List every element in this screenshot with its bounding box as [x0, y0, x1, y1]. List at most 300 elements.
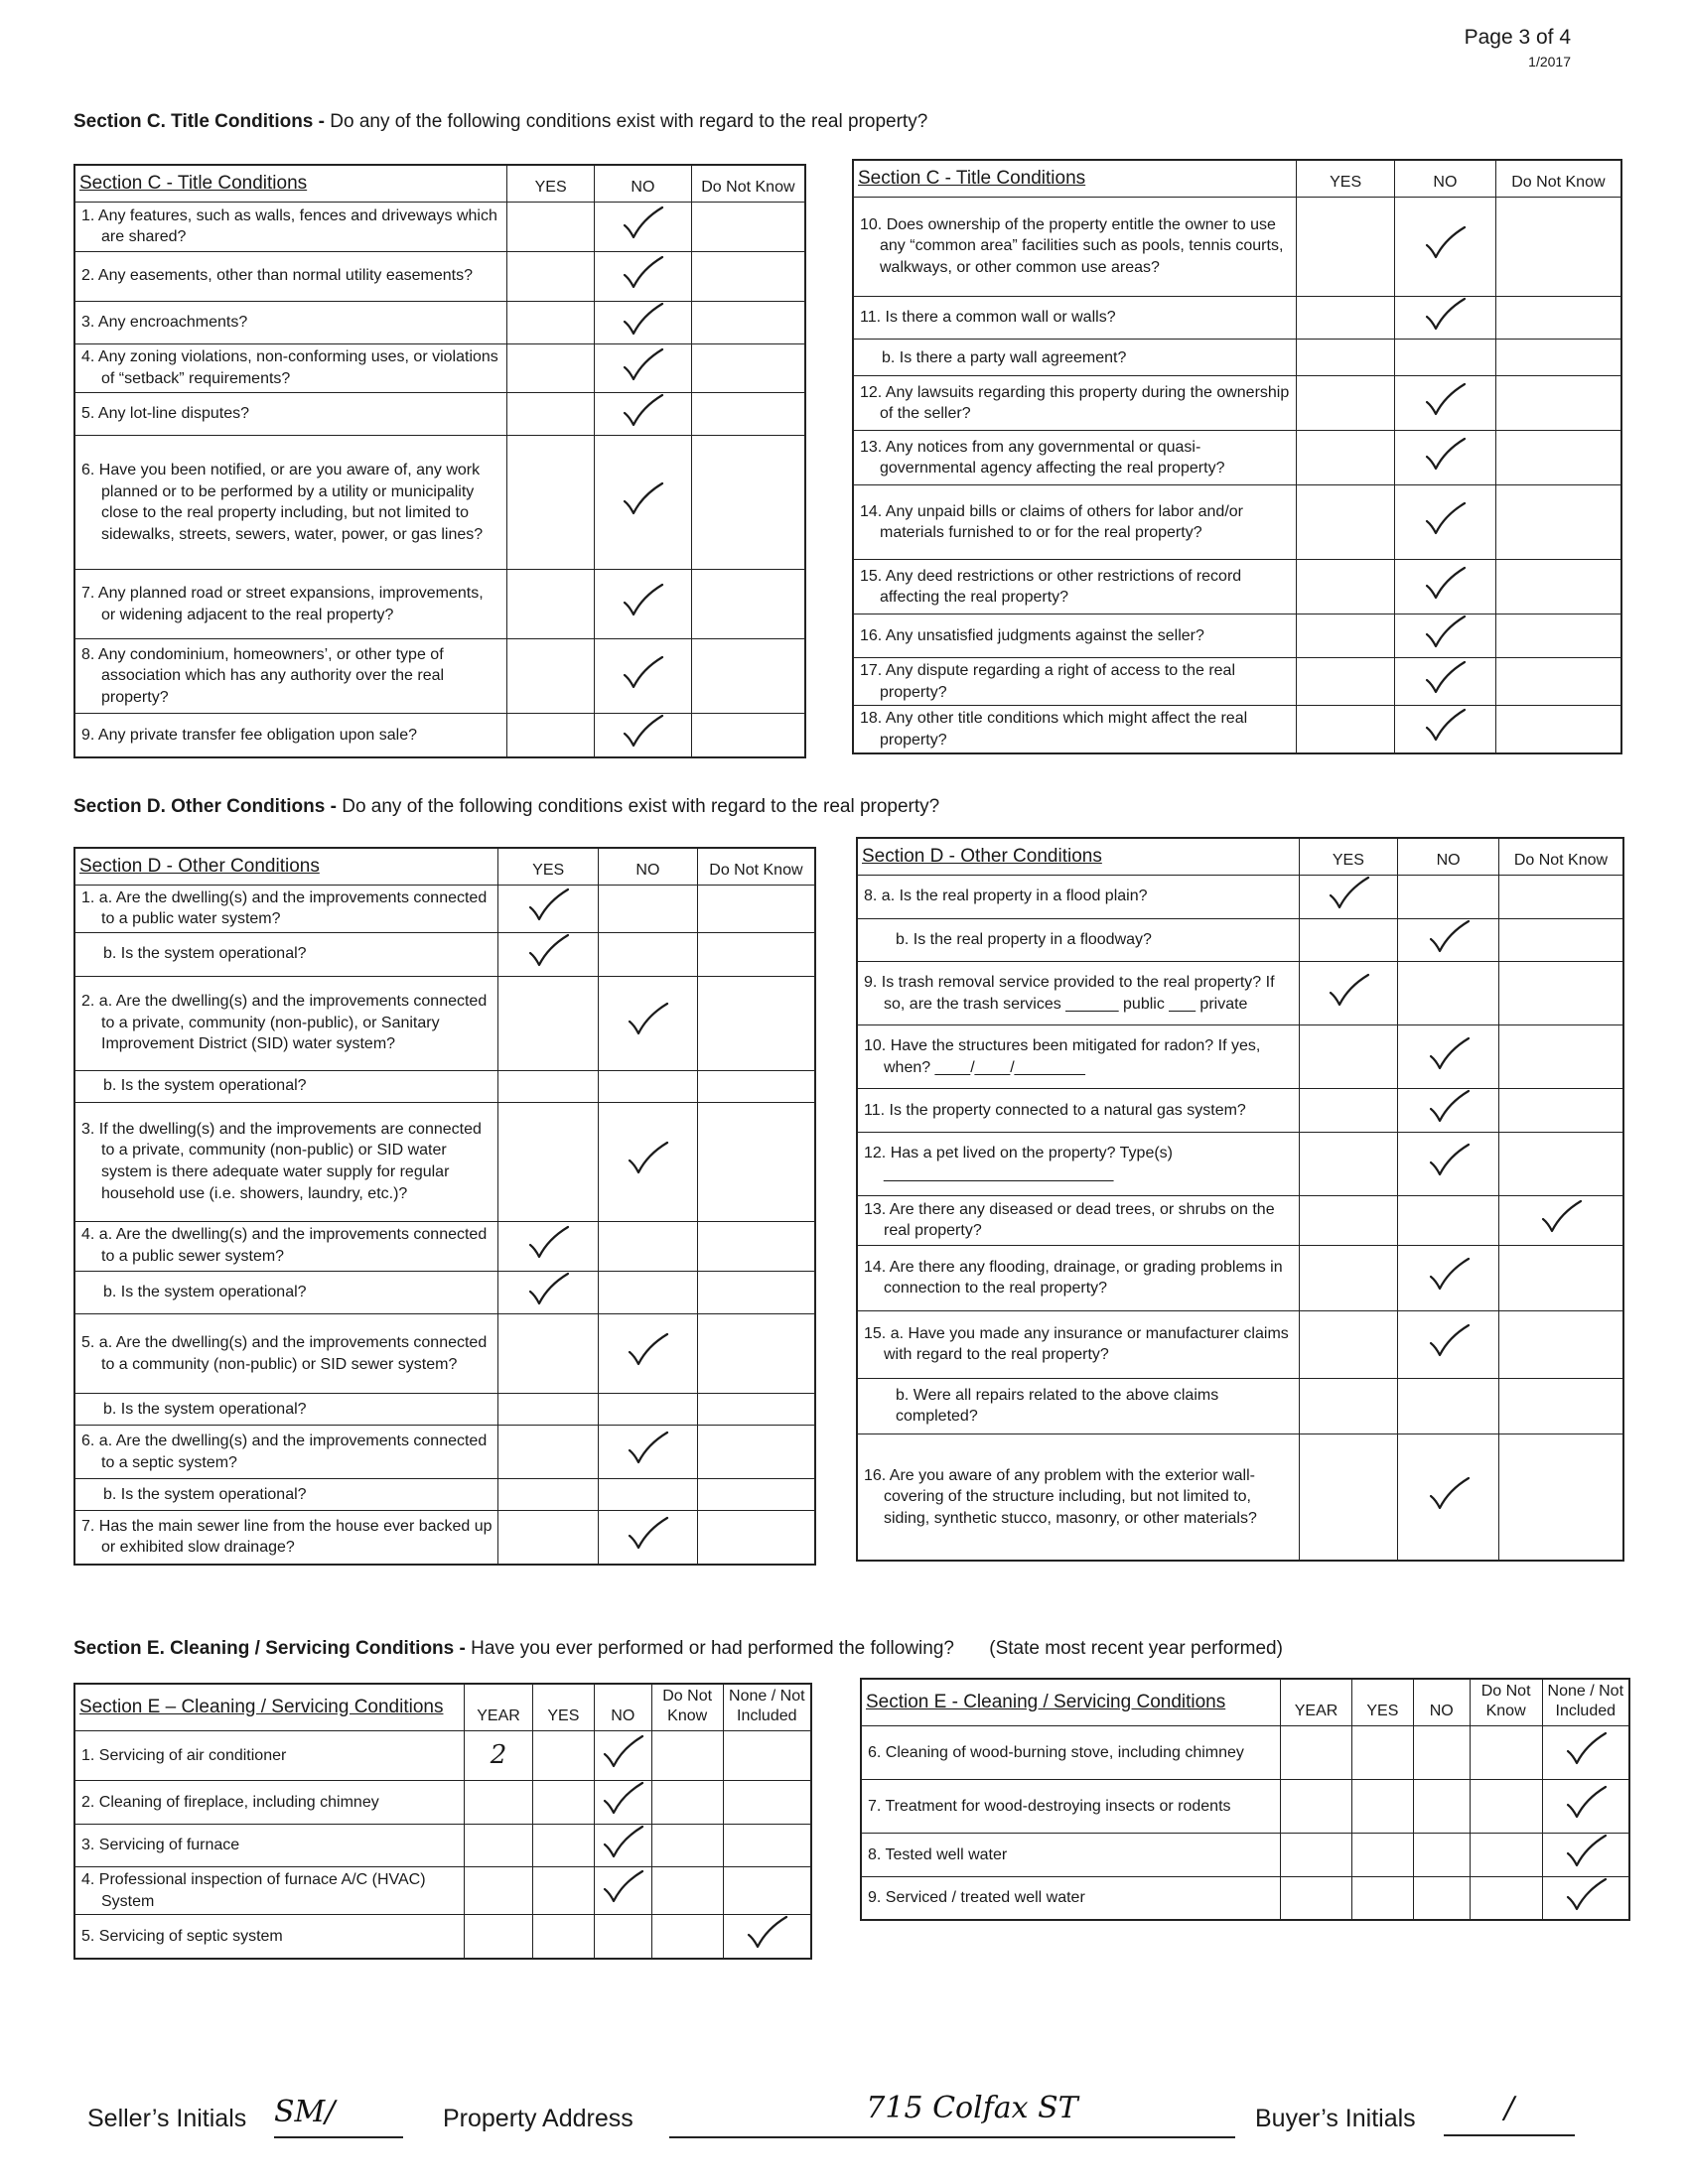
answer-yes-cell[interactable] [1351, 1780, 1413, 1834]
answer-no-cell[interactable] [1395, 706, 1496, 754]
question-row [857, 1378, 1623, 1433]
answer-dnk-cell[interactable] [697, 1511, 815, 1565]
answer-yes-cell[interactable] [498, 1479, 599, 1511]
question-text: 6. Have you been notified, or are you aware of, any work planned or to be performed by a utility or municipality close to the real property including, but not limited to sidewalks, streets, sewers, water, power, or gas lines? [81, 461, 484, 543]
answer-dnk-cell[interactable] [691, 202, 805, 251]
column-header: YES [498, 848, 599, 885]
answer-dnk-cell[interactable] [697, 1394, 815, 1426]
answer-no-cell[interactable] [599, 1511, 698, 1565]
question-text: 3. Servicing of furnace [81, 1837, 240, 1854]
checkmark-icon [626, 1141, 669, 1176]
answer-yes-cell[interactable] [498, 1394, 599, 1426]
answer-yes-cell[interactable] [1299, 1025, 1398, 1089]
answer-no-cell[interactable] [599, 1394, 698, 1426]
answer-none-cell[interactable] [723, 1731, 811, 1781]
buyer-initials-label: Buyer’s Initials [1255, 2105, 1416, 2132]
question-text: 11. Is the property connected to a natural gas system? [864, 1101, 1246, 1119]
answer-yes-cell[interactable] [1299, 918, 1398, 962]
answer-yes-cell[interactable] [507, 714, 595, 757]
answer-yes-cell[interactable] [498, 1070, 599, 1102]
answer-dnk-cell[interactable] [651, 1731, 723, 1781]
section-d-left-table [73, 847, 816, 1566]
checkmark-icon [1427, 919, 1471, 955]
answer-no-cell[interactable] [599, 1271, 698, 1314]
answer-no-cell[interactable] [1395, 296, 1496, 340]
answer-yes-cell[interactable] [498, 1426, 599, 1479]
answer-yes-cell[interactable] [507, 301, 595, 344]
question-text: b. Is the system operational? [103, 1400, 307, 1418]
answer-no-cell[interactable] [595, 392, 692, 436]
answer-yes-cell[interactable] [1299, 1245, 1398, 1310]
answer-dnk-cell[interactable] [691, 344, 805, 392]
answer-yes-cell[interactable] [532, 1867, 594, 1915]
question-row [74, 301, 805, 344]
answer-no-cell[interactable] [595, 301, 692, 344]
answer-no-cell[interactable] [1398, 1245, 1499, 1310]
question-row [74, 1867, 811, 1915]
question-text: 1. Servicing of air conditioner [81, 1746, 287, 1764]
table-title: Section E - Cleaning / Servicing Conditions [861, 1679, 1281, 1726]
answer-dnk-cell[interactable] [697, 932, 815, 976]
answer-yes-cell[interactable] [498, 1221, 599, 1271]
answer-no-cell[interactable] [1413, 1876, 1470, 1920]
answer-no-cell[interactable] [594, 1731, 651, 1781]
answer-yes-cell[interactable] [532, 1915, 594, 1959]
answer-no-cell[interactable] [1413, 1726, 1470, 1780]
answer-yes-cell[interactable] [498, 1511, 599, 1565]
answer-none-cell[interactable] [723, 1915, 811, 1959]
answer-dnk-cell[interactable] [697, 885, 815, 932]
year-field[interactable]: 2 [465, 1731, 533, 1781]
checkmark-icon [1327, 876, 1370, 911]
question-row [74, 202, 805, 251]
answer-dnk-cell[interactable] [1495, 296, 1621, 340]
answer-no-cell[interactable] [599, 1102, 698, 1221]
answer-dnk-cell[interactable] [697, 1102, 815, 1221]
checkmark-icon [1427, 1036, 1471, 1072]
checkmark-icon [1427, 1089, 1471, 1125]
answer-dnk-cell[interactable] [651, 1867, 723, 1915]
answer-no-cell[interactable] [599, 1426, 698, 1479]
answer-yes-cell[interactable] [1299, 1310, 1398, 1378]
answer-dnk-cell[interactable] [651, 1824, 723, 1867]
answer-no-cell[interactable] [1398, 875, 1499, 918]
answer-yes-cell[interactable] [1299, 1378, 1398, 1433]
answer-yes-cell[interactable] [507, 639, 595, 714]
answer-none-cell[interactable] [723, 1867, 811, 1915]
checkmark-icon [1423, 614, 1467, 650]
question-row [857, 1132, 1623, 1195]
question-text: 11. Is there a common wall or walls? [860, 309, 1116, 327]
column-header: Do Not Know [651, 1684, 723, 1731]
question-text: 3. If the dwelling(s) and the improvements are connected to a private, community (non-public) or SID water system is there adequate water supply for regular household use (i.e. showers, laundry, etc.)? [81, 1120, 482, 1202]
answer-none-cell[interactable] [1542, 1780, 1629, 1834]
answer-dnk-cell[interactable] [691, 570, 805, 639]
answer-no-cell[interactable] [1398, 1089, 1499, 1133]
answer-dnk-cell[interactable] [1495, 197, 1621, 296]
question-text: b. Is the system operational? [103, 1284, 307, 1301]
column-header: Do Not Know [1495, 160, 1621, 197]
answer-dnk-cell[interactable] [1498, 1378, 1623, 1433]
answer-no-cell[interactable] [1398, 1195, 1499, 1245]
answer-no-cell[interactable] [595, 714, 692, 757]
answer-no-cell[interactable] [594, 1781, 651, 1825]
answer-no-cell[interactable] [594, 1915, 651, 1959]
answer-yes-cell[interactable] [507, 251, 595, 301]
question-text: b. Is the system operational? [103, 1485, 307, 1503]
seller-initials-field[interactable]: SM/ [274, 2095, 403, 2138]
checkmark-icon [1564, 1731, 1608, 1767]
answer-yes-cell[interactable] [498, 976, 599, 1070]
page-number: Page 3 of 4 [1464, 26, 1571, 49]
answer-no-cell[interactable] [599, 1314, 698, 1394]
question-row [853, 197, 1621, 296]
answer-yes-cell[interactable] [1297, 376, 1395, 431]
checkmark-icon [1427, 1476, 1471, 1512]
checkmark-icon [1564, 1834, 1608, 1869]
answer-none-cell[interactable] [723, 1781, 811, 1825]
answer-dnk-cell[interactable] [1495, 376, 1621, 431]
answer-dnk-cell[interactable] [697, 1479, 815, 1511]
question-row [74, 639, 805, 714]
table-title: Section C - Title Conditions [853, 160, 1297, 197]
column-header: NO [1395, 160, 1496, 197]
answer-no-cell[interactable] [1398, 1025, 1499, 1089]
column-header: YES [1351, 1679, 1413, 1726]
question-row [74, 1781, 811, 1825]
checkmark-icon [601, 1781, 644, 1817]
question-row [74, 885, 815, 932]
table-title: Section D - Other Conditions [857, 838, 1299, 875]
question-row [74, 1824, 811, 1867]
column-header: YES [1299, 838, 1398, 875]
year-field[interactable] [1281, 1876, 1352, 1920]
answer-no-cell[interactable] [1413, 1780, 1470, 1834]
checkmark-icon [1423, 382, 1467, 418]
answer-dnk-cell[interactable] [1470, 1780, 1542, 1834]
answer-dnk-cell[interactable] [697, 1221, 815, 1271]
answer-no-cell[interactable] [595, 436, 692, 570]
answer-yes-cell[interactable] [507, 202, 595, 251]
answer-dnk-cell[interactable] [1498, 962, 1623, 1025]
question-row [74, 1221, 815, 1271]
property-address-field[interactable]: 715 Colfax ST [669, 2091, 1235, 2138]
question-text: 6. Cleaning of wood-burning stove, including chimney [868, 1743, 1244, 1761]
answer-yes-cell[interactable] [507, 570, 595, 639]
checkmark-icon [526, 887, 570, 923]
question-text: 8. a. Is the real property in a flood plain? [864, 887, 1148, 905]
answer-yes-cell[interactable] [532, 1781, 594, 1825]
column-header: None / Not Included [1542, 1679, 1629, 1726]
section-c-right-table [852, 159, 1622, 754]
column-header: YEAR [1281, 1679, 1352, 1726]
question-row [857, 1025, 1623, 1089]
answer-dnk-cell[interactable] [1498, 1310, 1623, 1378]
answer-yes-cell[interactable] [498, 1271, 599, 1314]
answer-dnk-cell[interactable] [651, 1781, 723, 1825]
question-text: 12. Has a pet lived on the property? Type(s) __________________________ [864, 1144, 1173, 1183]
checkmark-icon [601, 1869, 644, 1905]
answer-no-cell[interactable] [1395, 657, 1496, 705]
answer-dnk-cell[interactable] [691, 714, 805, 757]
answer-dnk-cell[interactable] [691, 251, 805, 301]
question-text: 4. Any zoning violations, non-conforming uses, or violations of “setback” requirements? [81, 348, 498, 387]
answer-none-cell[interactable] [1542, 1726, 1629, 1780]
answer-no-cell[interactable] [1413, 1834, 1470, 1877]
question-row [74, 1102, 815, 1221]
answer-dnk-cell[interactable] [651, 1915, 723, 1959]
checkmark-icon [1423, 297, 1467, 333]
answer-yes-cell[interactable] [1351, 1726, 1413, 1780]
checkmark-icon [1423, 437, 1467, 473]
answer-dnk-cell[interactable] [1470, 1834, 1542, 1877]
answer-dnk-cell[interactable] [1498, 1433, 1623, 1561]
column-header: NO [595, 165, 692, 202]
answer-dnk-cell[interactable] [691, 392, 805, 436]
question-row [74, 1070, 815, 1102]
year-field[interactable] [465, 1824, 533, 1867]
checkmark-icon [621, 393, 664, 429]
answer-dnk-cell[interactable] [1470, 1726, 1542, 1780]
question-text: 10. Does ownership of the property entitle the owner to use any “common area” facilities such as pools, tennis courts, walkways, or other common use areas? [860, 215, 1284, 277]
question-row [853, 614, 1621, 658]
question-row [74, 1731, 811, 1781]
answer-dnk-cell[interactable] [697, 1426, 815, 1479]
answer-yes-cell[interactable] [1297, 614, 1395, 658]
question-text: 4. a. Are the dwelling(s) and the improvements connected to a public sewer system? [81, 1226, 488, 1266]
answer-no-cell[interactable] [1395, 560, 1496, 614]
question-row [74, 976, 815, 1070]
section-e-left-table [73, 1683, 812, 1960]
answer-dnk-cell[interactable] [1498, 1245, 1623, 1310]
question-text: 1. Any features, such as walls, fences and driveways which are shared? [81, 206, 497, 246]
answer-no-cell[interactable] [1398, 1310, 1499, 1378]
answer-no-cell[interactable] [1398, 1433, 1499, 1561]
answer-no-cell[interactable] [594, 1867, 651, 1915]
answer-yes-cell[interactable] [1297, 431, 1395, 485]
answer-no-cell[interactable] [599, 885, 698, 932]
answer-no-cell[interactable] [1398, 1132, 1499, 1195]
question-row [74, 1394, 815, 1426]
column-header: YES [532, 1684, 594, 1731]
section-d-right-table [856, 837, 1624, 1562]
answer-dnk-cell[interactable] [1498, 1025, 1623, 1089]
answer-no-cell[interactable] [1395, 197, 1496, 296]
question-row [853, 560, 1621, 614]
answer-dnk-cell[interactable] [1495, 706, 1621, 754]
answer-no-cell[interactable] [599, 932, 698, 976]
answer-yes-cell[interactable] [532, 1731, 594, 1781]
question-text: 12. Any lawsuits regarding this property during the ownership of the seller? [860, 383, 1290, 423]
question-row [74, 1426, 815, 1479]
answer-dnk-cell[interactable] [1470, 1876, 1542, 1920]
question-text: 5. a. Are the dwelling(s) and the improvements connected to a community (non-public) or SID sewer system? [81, 1334, 488, 1373]
answer-dnk-cell[interactable] [691, 639, 805, 714]
answer-no-cell[interactable] [599, 1221, 698, 1271]
answer-dnk-cell[interactable] [1495, 614, 1621, 658]
answer-dnk-cell[interactable] [1498, 1132, 1623, 1195]
question-row [74, 436, 805, 570]
checkmark-icon [1564, 1877, 1608, 1913]
answer-none-cell[interactable] [1542, 1834, 1629, 1877]
column-header: None / Not Included [723, 1684, 811, 1731]
answer-no-cell[interactable] [594, 1824, 651, 1867]
question-text: 9. Any private transfer fee obligation upon sale? [81, 726, 417, 744]
answer-dnk-cell[interactable] [1495, 340, 1621, 376]
answer-no-cell[interactable] [599, 1479, 698, 1511]
question-text: b. Is the real property in a floodway? [896, 931, 1152, 949]
checkmark-icon [1423, 708, 1467, 744]
question-text: 2. a. Are the dwelling(s) and the improvements connected to a private, community (non-public), or Sanitary Improvement District (SID) water system? [81, 993, 488, 1053]
year-field[interactable] [465, 1915, 533, 1959]
answer-yes-cell[interactable] [507, 344, 595, 392]
question-row [853, 340, 1621, 376]
answer-yes-cell[interactable] [1297, 340, 1395, 376]
question-text: 2. Cleaning of fireplace, including chimney [81, 1793, 379, 1811]
answer-dnk-cell[interactable] [1498, 918, 1623, 962]
answer-yes-cell[interactable] [1299, 1132, 1398, 1195]
question-text: 7. Has the main sewer line from the house ever backed up or exhibited slow drainage? [81, 1517, 492, 1557]
question-text: 6. a. Are the dwelling(s) and the improvements connected to a septic system? [81, 1433, 488, 1471]
answer-no-cell[interactable] [595, 202, 692, 251]
answer-yes-cell[interactable] [507, 436, 595, 570]
seller-initials-label: Seller’s Initials [87, 2105, 247, 2132]
answer-yes-cell[interactable] [498, 1314, 599, 1394]
question-row [857, 1310, 1623, 1378]
question-text: 8. Any condominium, homeowners’, or other type of association which has any authority over the real property? [81, 645, 445, 706]
question-text: 5. Servicing of septic system [81, 1927, 283, 1945]
answer-no-cell[interactable] [1398, 962, 1499, 1025]
answer-dnk-cell[interactable] [697, 1314, 815, 1394]
checkmark-icon [601, 1734, 644, 1770]
section-d-heading: Section D. Other Conditions - Do any of the following conditions exist with regard to the real property? [73, 796, 940, 817]
answer-dnk-cell[interactable] [1495, 657, 1621, 705]
answer-no-cell[interactable] [1395, 340, 1496, 376]
answer-yes-cell[interactable] [1351, 1834, 1413, 1877]
answer-dnk-cell[interactable] [1498, 1089, 1623, 1133]
answer-no-cell[interactable] [595, 251, 692, 301]
answer-none-cell[interactable] [723, 1824, 811, 1867]
answer-yes-cell[interactable] [1297, 560, 1395, 614]
question-row [74, 1479, 815, 1511]
answer-no-cell[interactable] [1395, 614, 1496, 658]
answer-no-cell[interactable] [1398, 918, 1499, 962]
answer-dnk-cell[interactable] [697, 1271, 815, 1314]
question-text: 5. Any lot-line disputes? [81, 405, 249, 423]
question-row [853, 657, 1621, 705]
answer-none-cell[interactable] [1542, 1876, 1629, 1920]
question-text: 9. Serviced / treated well water [868, 1889, 1085, 1907]
checkmark-icon [1423, 225, 1467, 261]
year-field[interactable] [465, 1781, 533, 1825]
answer-yes-cell[interactable] [1299, 1433, 1398, 1561]
answer-dnk-cell[interactable] [697, 976, 815, 1070]
question-row [857, 1433, 1623, 1561]
answer-yes-cell[interactable] [498, 1102, 599, 1221]
answer-yes-cell[interactable] [498, 885, 599, 932]
table-title: Section C - Title Conditions [74, 165, 507, 202]
buyer-initials-field[interactable]: / [1444, 2091, 1575, 2136]
answer-yes-cell[interactable] [1297, 485, 1395, 560]
answer-yes-cell[interactable] [1299, 962, 1398, 1025]
year-field[interactable] [1281, 1726, 1352, 1780]
question-text: 8. Tested well water [868, 1845, 1008, 1863]
year-field[interactable] [465, 1867, 533, 1915]
question-text: b. Were all repairs related to the above claims completed? [896, 1386, 1219, 1426]
answer-no-cell[interactable] [1398, 1378, 1499, 1433]
answer-no-cell[interactable] [1395, 485, 1496, 560]
question-row [853, 485, 1621, 560]
answer-dnk-cell[interactable] [1498, 1195, 1623, 1245]
question-row [853, 296, 1621, 340]
question-row [74, 570, 805, 639]
answer-yes-cell[interactable] [532, 1824, 594, 1867]
question-text: 14. Any unpaid bills or claims of others for labor and/or materials furnished to or for the real property? [860, 502, 1243, 542]
checkmark-icon [621, 481, 664, 517]
answer-yes-cell[interactable] [1299, 1195, 1398, 1245]
answer-yes-cell[interactable] [1299, 1089, 1398, 1133]
answer-no-cell[interactable] [599, 1070, 698, 1102]
question-text: 17. Any dispute regarding a right of access to the real property? [860, 661, 1236, 701]
answer-yes-cell[interactable] [1297, 296, 1395, 340]
answer-yes-cell[interactable] [1297, 657, 1395, 705]
property-address-label: Property Address [443, 2105, 633, 2132]
question-text: 10. Have the structures been mitigated for radon? If yes, when? ____/____/________ [864, 1037, 1261, 1076]
question-text: 18. Any other title conditions which might affect the real property? [860, 710, 1248, 749]
column-header: YES [507, 165, 595, 202]
section-c-left-table [73, 164, 806, 758]
answer-no-cell[interactable] [595, 570, 692, 639]
checkmark-icon [1327, 973, 1370, 1009]
answer-no-cell[interactable] [595, 639, 692, 714]
answer-dnk-cell[interactable] [1495, 560, 1621, 614]
answer-dnk-cell[interactable] [1495, 485, 1621, 560]
checkmark-icon [626, 1332, 669, 1368]
question-row [861, 1834, 1629, 1877]
question-text: 16. Any unsatisfied judgments against the seller? [860, 626, 1204, 644]
answer-yes-cell[interactable] [1297, 706, 1395, 754]
question-row [74, 1271, 815, 1314]
answer-dnk-cell[interactable] [1498, 875, 1623, 918]
answer-no-cell[interactable] [599, 976, 698, 1070]
question-row [74, 251, 805, 301]
column-header: Do Not Know [697, 848, 815, 885]
answer-dnk-cell[interactable] [691, 436, 805, 570]
question-row [857, 918, 1623, 962]
answer-no-cell[interactable] [595, 344, 692, 392]
answer-no-cell[interactable] [1395, 431, 1496, 485]
year-field[interactable] [1281, 1780, 1352, 1834]
question-row [74, 1915, 811, 1959]
answer-yes-cell[interactable] [507, 392, 595, 436]
question-row [74, 1314, 815, 1394]
question-row [74, 392, 805, 436]
checkmark-icon [526, 1272, 570, 1307]
answer-no-cell[interactable] [1395, 376, 1496, 431]
question-text: 1. a. Are the dwelling(s) and the improvements connected to a public water system? [81, 888, 488, 928]
year-field[interactable] [1281, 1834, 1352, 1877]
answer-dnk-cell[interactable] [697, 1070, 815, 1102]
checkmark-icon [626, 1002, 669, 1037]
answer-dnk-cell[interactable] [691, 301, 805, 344]
answer-yes-cell[interactable] [1351, 1876, 1413, 1920]
answer-dnk-cell[interactable] [1495, 431, 1621, 485]
question-text: 13. Any notices from any governmental or quasi-governmental agency affecting the real property? [860, 438, 1225, 478]
answer-yes-cell[interactable] [1297, 197, 1395, 296]
question-text: 9. Is trash removal service provided to the real property? If so, are the trash services ______ public ___ private [864, 974, 1275, 1013]
answer-yes-cell[interactable] [1299, 875, 1398, 918]
answer-yes-cell[interactable] [498, 932, 599, 976]
